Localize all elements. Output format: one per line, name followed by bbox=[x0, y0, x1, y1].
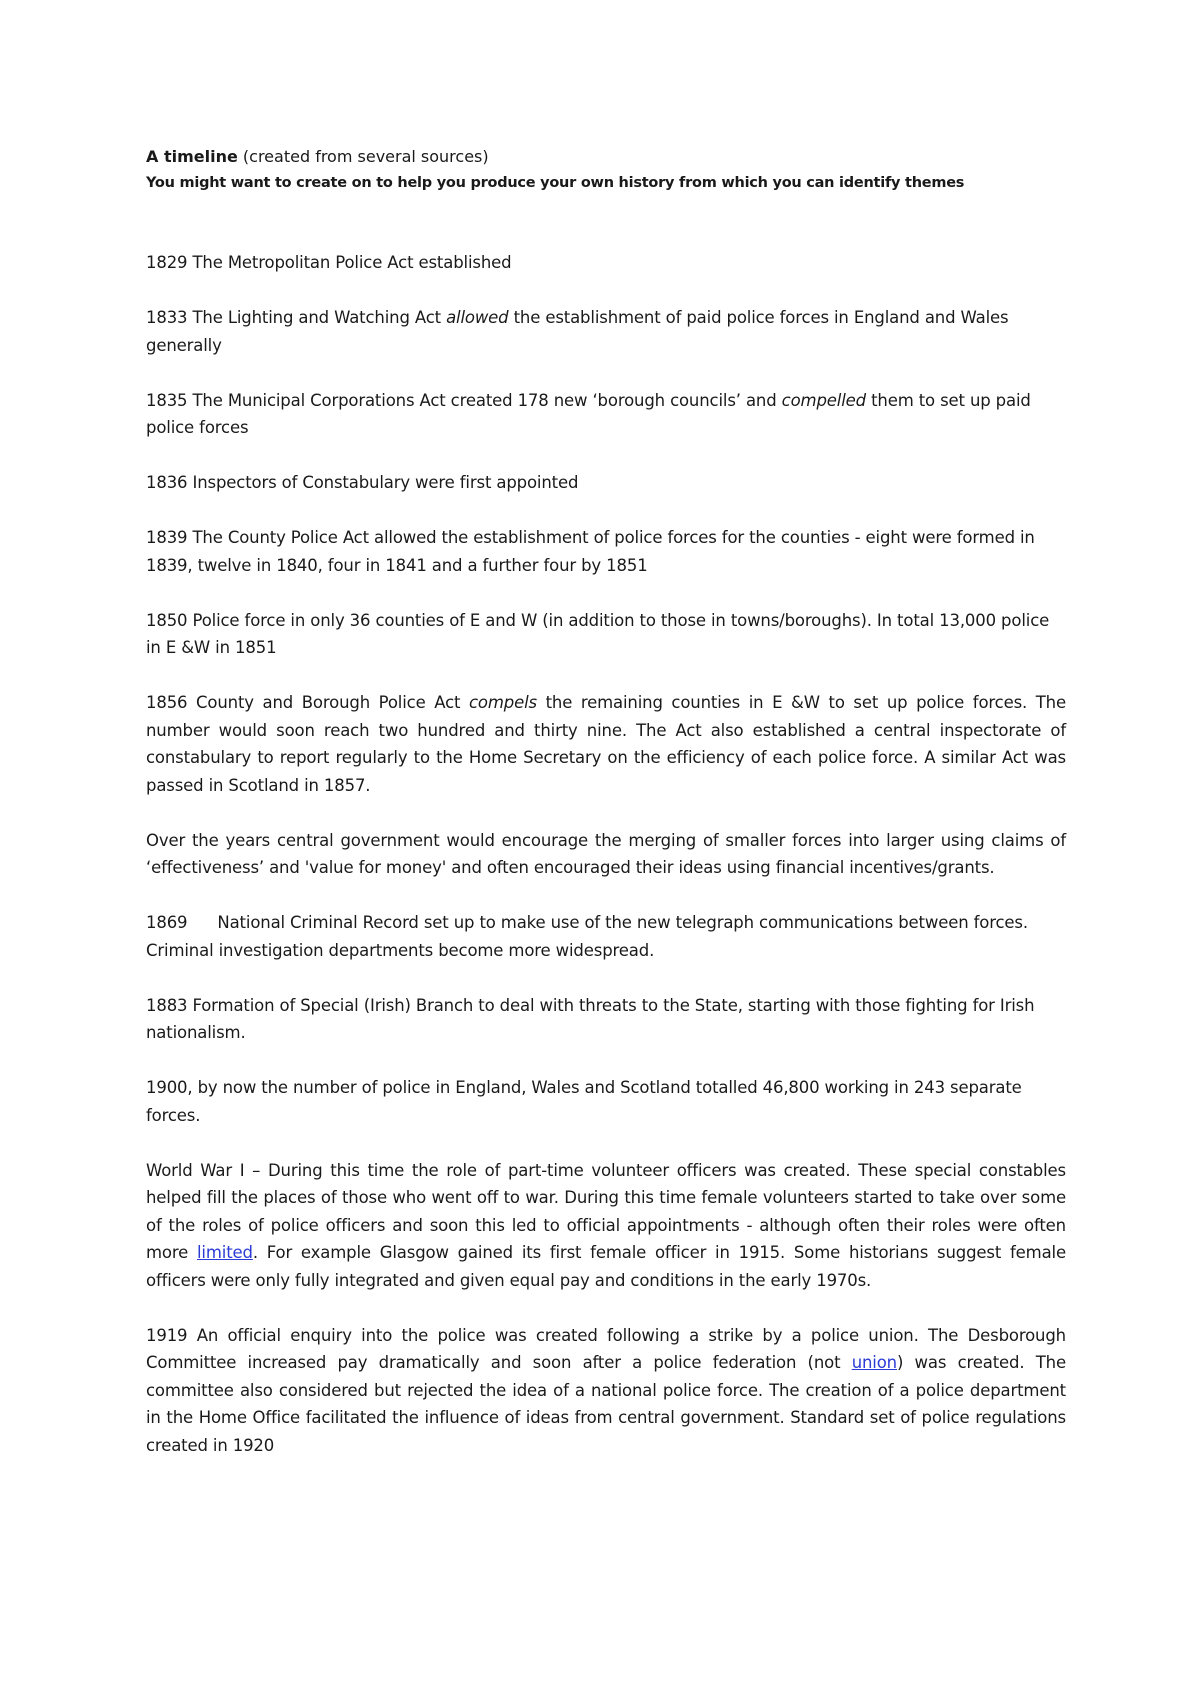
title-bold: A timeline bbox=[146, 147, 238, 166]
entry-1869 bbox=[146, 909, 1066, 964]
entry-1856 bbox=[146, 689, 1066, 799]
entry-ww1-text-b: . For example Glasgow gained its first female officer in 1915. Some historians suggest female officers were only fully integrated and given equal pay and conditions in the early 1970s. bbox=[146, 1243, 1066, 1290]
entry-world-war-1 bbox=[146, 1157, 1066, 1295]
entry-1836: 1836 Inspectors of Constabulary were first appointed bbox=[146, 473, 579, 492]
title-rest: (created from several sources) bbox=[237, 147, 489, 166]
entry-1835-emphasis: compelled bbox=[781, 390, 866, 410]
entry-1919-text-a: 1919 An official enquiry into the police was created following a strike by a police union. The Desborough Committee increased pay dramatically and soon after a police federation (not bbox=[146, 1325, 1066, 1372]
entry-1833 bbox=[146, 304, 1066, 359]
entry-ww1-text-a: World War I – During this time the role of part-time volunteer officers was created. These special constables helped fill the places of those who went off to war. During this time female volunteers started to take over some of the roles of police officers and soon this led to official appointments - although often their roles were often more bbox=[146, 1160, 1066, 1262]
entry-1833-text-b: the establishment of paid police forces in England and Wales generally bbox=[146, 308, 1009, 355]
entry-1883: 1883 Formation of Special (Irish) Branch to deal with threats to the State, starting with those fighting for Irish nationalism. bbox=[146, 995, 1035, 1042]
entry-1900: 1900, by now the number of police in England, Wales and Scotland totalled 46,800 working in 243 separate forces. bbox=[146, 1078, 1022, 1125]
entry-1833-text-a: 1833 The Lighting and Watching Act bbox=[146, 308, 447, 327]
entry-1850: 1850 Police force in only 36 counties of E and W (in addition to those in towns/boroughs). In total 13,000 police in E &W in 1851 bbox=[146, 610, 1050, 657]
entry-1829: 1829 The Metropolitan Police Act established bbox=[146, 253, 512, 272]
page-subtitle: You might want to create on to help you produce your own history from which you can identify themes bbox=[146, 175, 965, 191]
union-link[interactable]: union bbox=[851, 1353, 897, 1372]
entry-1869-text: National Criminal Record set up to make use of the new telegraph communications between forces. Criminal investigation departments become more widespread. bbox=[146, 913, 1028, 960]
entry-1856-text-b: the remaining counties in E &W to set up police forces. The number would soon reach two hundred and thirty nine. The Act also established a central inspectorate of constabulary to report regularly to the Home Secretary on the efficiency of each police force. A similar Act was passed in Scotland in 1857. bbox=[146, 693, 1066, 795]
entry-1856-text-a: 1856 County and Borough Police Act bbox=[146, 693, 469, 712]
document-page bbox=[146, 146, 1066, 1487]
entry-1835-text-b: them to set up paid police forces bbox=[146, 390, 1031, 437]
entry-central-government: Over the years central government would encourage the merging of smaller forces into larger using claims of ‘effectiveness’ and 'value for money' and often encouraged their ideas using financial incentives/grants. bbox=[146, 830, 1066, 877]
entry-1839: 1839 The County Police Act allowed the establishment of police forces for the counties - eight were formed in 1839, twelve in 1840, four in 1841 and a further four by 1851 bbox=[146, 528, 1035, 575]
entry-1833-emphasis: allowed bbox=[446, 308, 509, 327]
timeline-entries bbox=[146, 249, 1066, 1459]
entry-1869-year: 1869 bbox=[146, 913, 188, 932]
entry-1856-emphasis: compels bbox=[468, 693, 537, 712]
entry-1919-text-b: ) was created. The committee also considered but rejected the idea of a national police force. The creation of a police department in the Home Office facilitated the influence of ideas from central government. Standard set of police regulations created in 1920 bbox=[146, 1353, 1066, 1455]
page-title bbox=[146, 146, 1066, 168]
entry-1919 bbox=[146, 1322, 1066, 1460]
limited-link[interactable]: limited bbox=[196, 1243, 253, 1262]
entry-1835-text-a: 1835 The Municipal Corporations Act created 178 new ‘borough councils’ and bbox=[146, 390, 782, 410]
entry-1835 bbox=[146, 387, 1066, 442]
